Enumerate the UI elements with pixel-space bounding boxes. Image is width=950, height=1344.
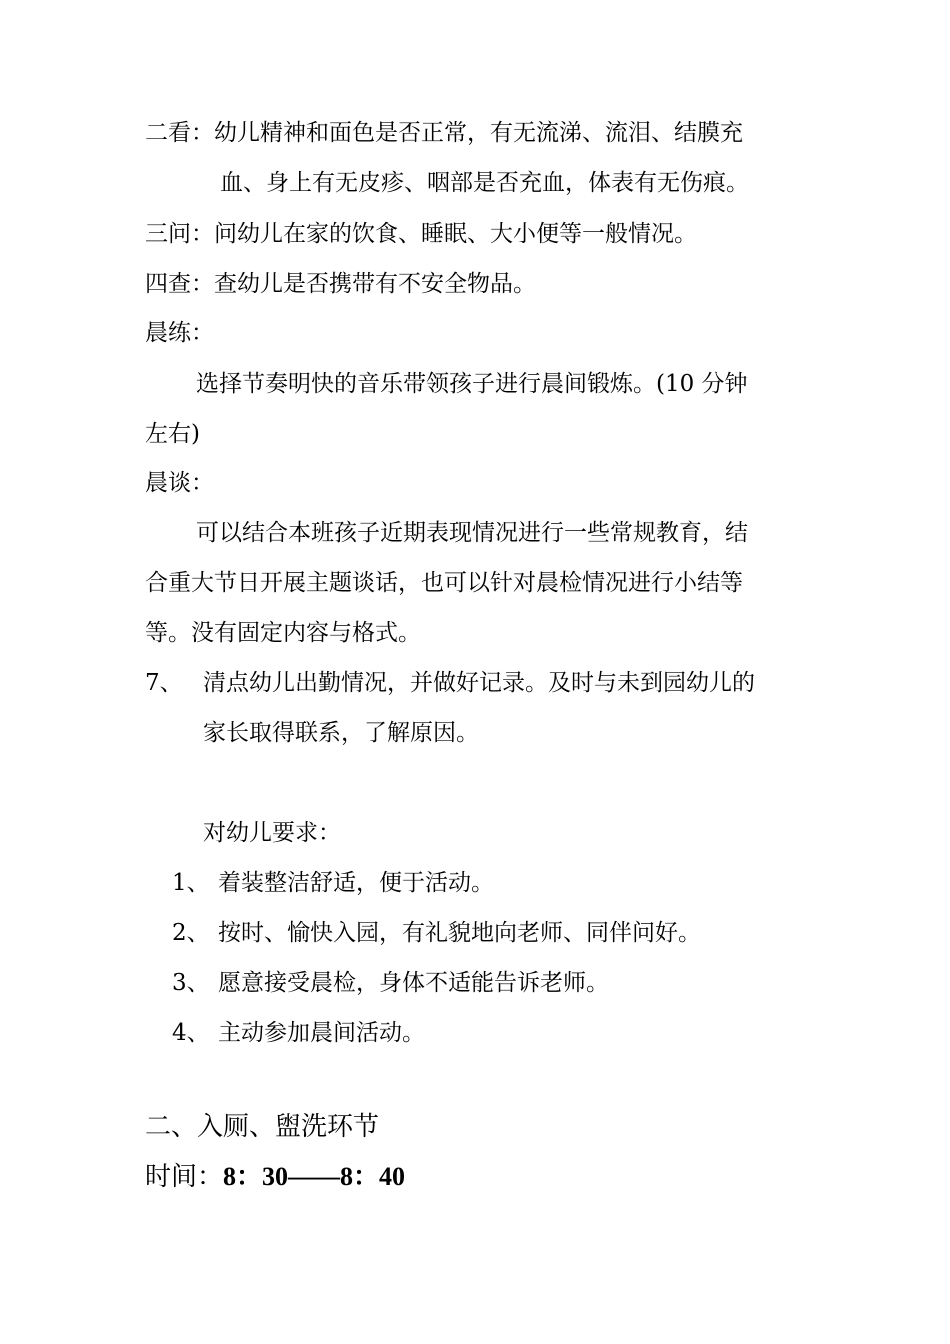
requirement-number: 3、 — [172, 970, 210, 996]
check-line: 四查：查幼儿是否携带有不安全物品。 — [145, 271, 536, 297]
look-line-1: 二看：幼儿精神和面色是否正常，有无流涕、流泪、结膜充 — [145, 120, 743, 146]
time-label: 时间： — [145, 1162, 224, 1192]
requirement-item — [172, 1018, 425, 1048]
time-value: 8：30——8：40 — [223, 1162, 406, 1191]
requirement-text: 按时、愉快入园，有礼貌地向老师、同伴问好。 — [218, 920, 701, 946]
item-7-line-1: 清点幼儿出勤情况，并做好记录。及时与未到园幼儿的 — [203, 670, 755, 696]
morning-talk-line-2: 合重大节日开展主题谈话，也可以针对晨检情况进行小结等 — [145, 570, 743, 596]
requirement-number: 4、 — [172, 1020, 210, 1046]
requirement-text: 愿意接受晨检，身体不适能告诉老师。 — [218, 970, 609, 996]
morning-exercise-title: 晨练： — [145, 320, 214, 346]
section-two-time — [145, 1160, 405, 1194]
requirement-item — [172, 868, 494, 898]
requirements-title: 对幼儿要求： — [203, 820, 341, 846]
item-7-line-2: 家长取得联系，了解原因。 — [203, 720, 479, 746]
item-7-number: 7、 — [145, 670, 183, 696]
section-two-heading: 二、入厕、盥洗环节 — [145, 1112, 380, 1142]
ask-line: 三问：问幼儿在家的饮食、睡眠、大小便等一般情况。 — [145, 221, 697, 247]
requirement-item — [172, 918, 701, 948]
morning-exercise-line-2: 左右) — [145, 421, 200, 447]
requirement-text: 主动参加晨间活动。 — [218, 1020, 425, 1046]
requirement-number: 1、 — [172, 870, 210, 896]
morning-talk-title: 晨谈： — [145, 470, 214, 496]
requirement-number: 2、 — [172, 920, 210, 946]
look-line-2: 血、身上有无皮疹、咽部是否充血，体表有无伤痕。 — [220, 170, 749, 196]
requirement-text: 着装整洁舒适，便于活动。 — [218, 870, 494, 896]
morning-talk-line-1: 可以结合本班孩子近期表现情况进行一些常规教育，结 — [196, 520, 748, 546]
requirement-item — [172, 968, 609, 998]
morning-talk-line-3: 等。没有固定内容与格式。 — [145, 620, 421, 646]
morning-exercise-line-1: 选择节奏明快的音乐带领孩子进行晨间锻炼。(10 分钟 — [196, 371, 748, 397]
